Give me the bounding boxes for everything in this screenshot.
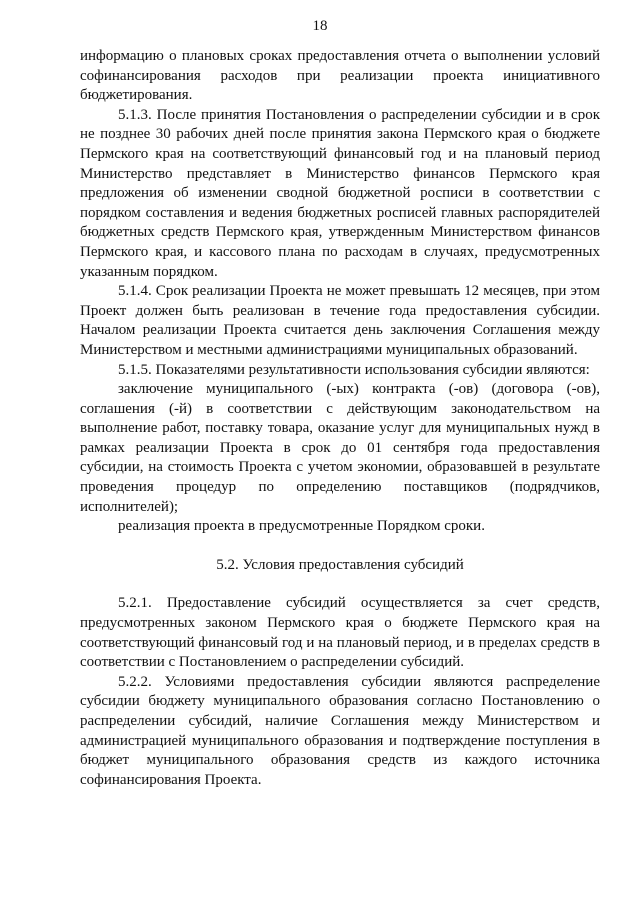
document-body — [80, 47, 600, 790]
paragraph-5-1-4: 5.1.4. Срок реализации Проекта не может превышать 12 месяцев, при этом Проект должен быть реализован в течение года предоставления субсидии. Началом реализации Проекта считается день заключения Соглашения между Министерством и местными администрациями муниципальных образований. — [80, 283, 600, 358]
paragraph-5-2-1: 5.2.1. Предоставление субсидий осуществляется за счет средств, предусмотренных законом Пермского края о бюджете Пермского края на соответствующий финансовый год и на плановый период, и в пределах средств в соответствии с Постановлением о распределении субсидий. — [80, 595, 600, 671]
paragraph-indicator-contract: заключение муниципального (-ых) контракта (-ов) (договора (-ов), соглашения (-й) в соответствии с действующим законодательством на выполнение работ, поставку товара, оказание услуг для муниципальных нужд в рамках реализации Проекта в срок до 01 сентября года предоставления субсидии, на стоимость Проекта с учетом экономии, образовавшей в результате проведения процедур по определению поставщиков (подрядчиков, исполнителей); — [80, 381, 600, 515]
paragraph-5-2-2: 5.2.2. Условиями предоставления субсидии являются распределение субсидии бюджету муниципального образования согласно Постановлению о распределении субсидий, наличие Соглашения между Министерством и администрацией муниципального образования и подтверждение поступления в бюджет муниципального образования средств из каждого источника софинансирования Проекта. — [80, 673, 600, 788]
section-heading-5-2: 5.2. Условия предоставления субсидий — [216, 556, 464, 573]
paragraph-indicator-implementation: реализация проекта в предусмотренные Порядком сроки. — [118, 518, 485, 535]
paragraph-continuation: информацию о плановых сроках предоставления отчета о выполнении условий софинансирования расходов при реализации проекта инициативного бюджетирования. — [80, 48, 600, 104]
paragraph-5-1-5: 5.1.5. Показателями результативности использования субсидии являются: — [118, 361, 590, 378]
paragraph-5-1-3: 5.1.3. После принятия Постановления о распределении субсидии и в срок не позднее 30 рабочих дней после принятия закона Пермского края о бюджете Пермского края на соответствующий финансовый год и на плановый период Министерство представляет в Министерство финансов Пермского края предложения об изменении сводной бюджетной росписи в соответствии с порядком составления и ведения бюджетных росписей главных распорядителей бюджетных средств Пермского края, утвержденным Министерством финансов Пермского края, и кассового плана по расходам в случаях, предусмотренных указанным порядком. — [80, 106, 600, 280]
page-number: 18 — [312, 18, 328, 34]
